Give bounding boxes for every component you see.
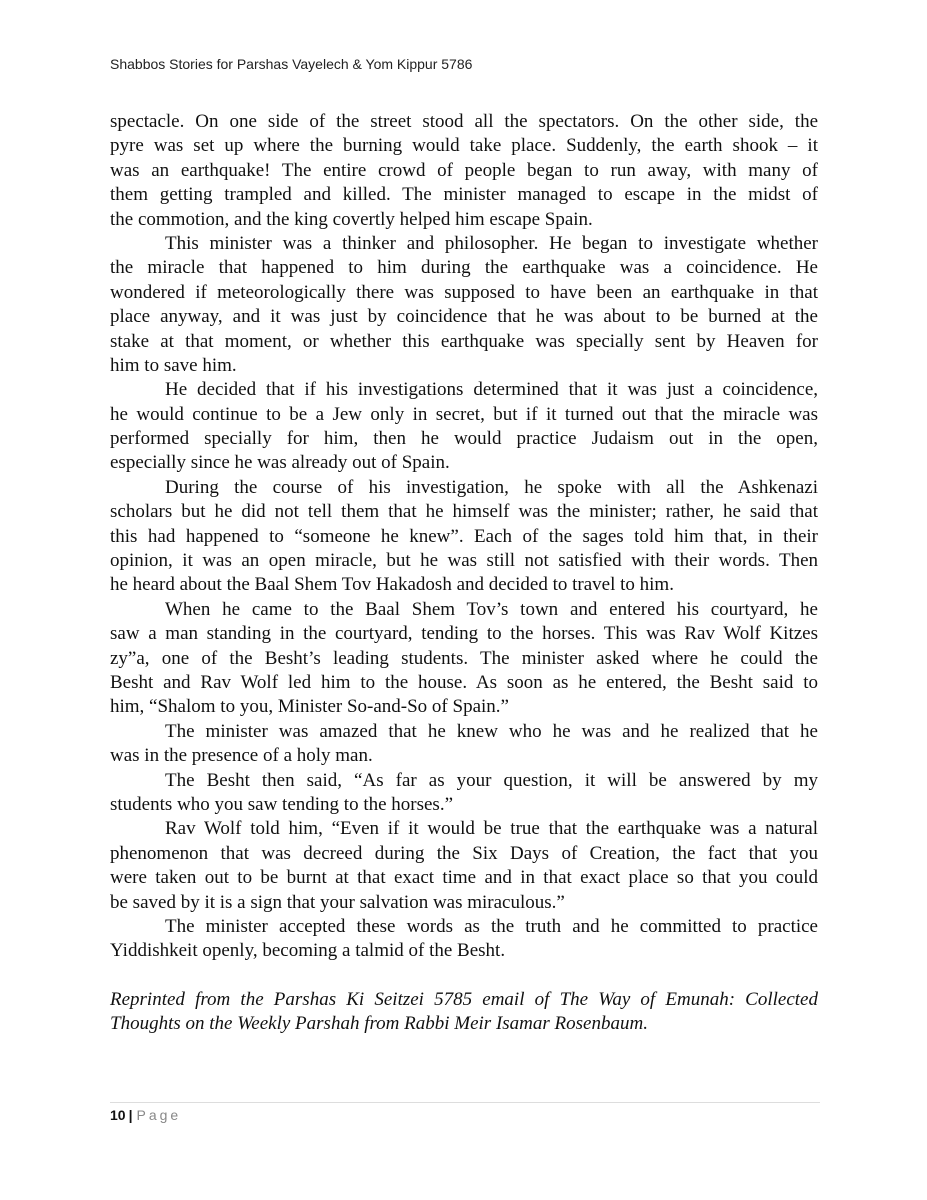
paragraph <box>110 232 818 378</box>
text-line: the miracle that happened to him during the earthquake was a coincidence. He <box>110 257 818 279</box>
text-line: Rav Wolf told him, “Even if it would be true that the earthquake was a natural <box>165 818 818 840</box>
text-line: this had happened to “someone he knew”. Each of the sages told him that, in their <box>110 525 818 547</box>
text-line: spectacle. On one side of the street stood all the spectators. On the other side, the <box>110 111 818 132</box>
text-line: him, “Shalom to you, Minister So-and-So of Spain.” <box>110 696 509 718</box>
page-label: Page <box>136 1107 182 1123</box>
text-line: Besht and Rav Wolf led him to the house. As soon as he entered, the Besht said to <box>110 671 818 693</box>
text-line: was an earthquake! The entire crowd of people began to run away, with many of <box>110 159 818 181</box>
text-line: was in the presence of a holy man. <box>110 745 373 767</box>
text-line: The minister accepted these words as the truth and he committed to practice <box>165 915 818 937</box>
text-line: he heard about the Baal Shem Tov Hakadosh and decided to travel to him. <box>110 574 674 596</box>
paragraph <box>110 598 818 720</box>
paragraph <box>110 110 818 232</box>
document-body <box>110 110 818 1037</box>
text-line: stake at that moment, or whether this earthquake was specially sent by Heaven for <box>110 330 818 352</box>
running-header: Shabbos Stories for Parshas Vayelech & Yom Kippur 5786 <box>110 56 473 72</box>
text-line: During the course of his investigation, he spoke with all the Ashkenazi <box>165 476 818 498</box>
footer-separator: | <box>128 1107 133 1123</box>
text-line: wondered if meteorologically there was supposed to have been an earthquake in that <box>110 281 818 303</box>
text-line: When he came to the Baal Shem Tov’s town and entered his courtyard, he <box>165 598 818 620</box>
text-line: The minister was amazed that he knew who he was and he realized that he <box>165 720 818 742</box>
credit-line: Thoughts on the Weekly Parshah from Rabbi Meir Isamar Rosenbaum. <box>110 1013 648 1035</box>
text-line: be saved by it is a sign that your salvation was miraculous.” <box>110 891 565 913</box>
text-line: them getting trampled and killed. The minister managed to escape in the midst of <box>110 184 818 206</box>
text-line: place anyway, and it was just by coincidence that he was about to be burned at the <box>110 306 818 328</box>
paragraph <box>110 378 818 476</box>
text-line: zy”a, one of the Besht’s leading students. The minister asked where he could the <box>110 647 818 669</box>
text-line: opinion, it was an open miracle, but he was still not satisfied with their words. Then <box>110 550 818 572</box>
text-line: phenomenon that was decreed during the Six Days of Creation, the fact that you <box>110 842 818 864</box>
text-line: This minister was a thinker and philosopher. He began to investigate whether <box>165 232 818 254</box>
text-line: pyre was set up where the burning would take place. Suddenly, the earth shook – it <box>110 135 818 157</box>
story-text <box>110 110 818 964</box>
text-line: especially since he was already out of Spain. <box>110 452 450 474</box>
text-line: saw a man standing in the courtyard, tending to the horses. This was Rav Wolf Kitzes <box>110 623 818 645</box>
page-footer <box>110 1107 181 1123</box>
reprint-credit <box>110 988 818 1037</box>
text-line: were taken out to be burnt at that exact time and in that exact place so that you could <box>110 867 818 889</box>
page-number: 10 <box>110 1107 126 1123</box>
text-line: performed specially for him, then he would practice Judaism out in the open, <box>110 428 818 450</box>
paragraph <box>110 476 818 598</box>
footer-divider <box>110 1102 820 1103</box>
paragraph <box>110 769 818 818</box>
text-line: he would continue to be a Jew only in secret, but if it turned out that the miracle was <box>110 403 818 425</box>
text-line: students who you saw tending to the horses.” <box>110 793 454 815</box>
text-line: The Besht then said, “As far as your question, it will be answered by my <box>165 769 818 791</box>
text-line: Yiddishkeit openly, becoming a talmid of the Besht. <box>110 940 506 962</box>
paragraph <box>110 720 818 769</box>
text-line: scholars but he did not tell them that he himself was the minister; rather, he said that <box>110 501 818 523</box>
text-line: him to save him. <box>110 354 237 376</box>
text-line: the commotion, and the king covertly helped him escape Spain. <box>110 208 593 230</box>
spacer <box>110 964 818 988</box>
text-line: He decided that if his investigations determined that it was just a coincidence, <box>165 379 818 401</box>
credit-line: Reprinted from the Parshas Ki Seitzei 5785 email of The Way of Emunah: Collected <box>110 989 818 1011</box>
paragraph <box>110 817 818 915</box>
paragraph <box>110 915 818 964</box>
